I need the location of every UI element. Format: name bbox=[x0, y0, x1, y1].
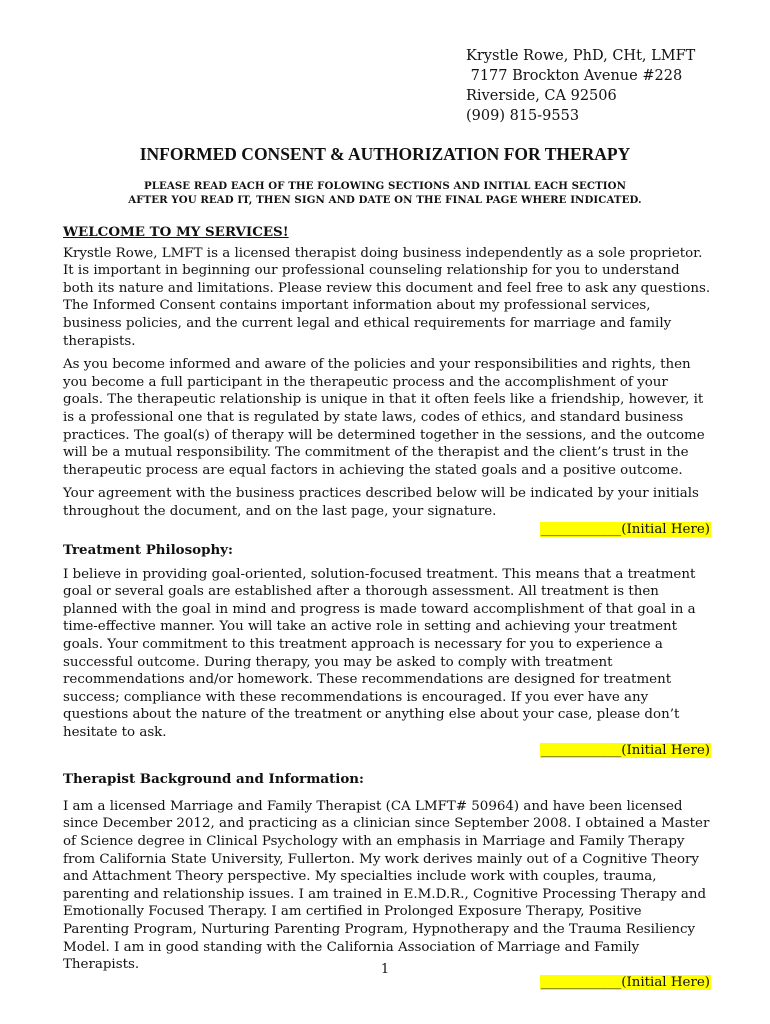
welcome-paragraph-2: As you become informed and aware of the policies and your responsibilities and rights, then you become a full participant in the therapeutic process and the accomplishment of your goals. The therapeutic relationship is unique in that it often feels like a friendship, however, it is a professional one that is regulated by state laws, codes of ethics, and standard business practices. The goal(s) of therapy will be determined together in the sessions, and the outcome will be a mutual responsibility. The commitment of the therapist and the client’s trust in the therapeutic process are equal factors in achieving the stated goals and a positive outcome. bbox=[63, 357, 705, 478]
welcome-heading: WELCOME TO MY SERVICES! bbox=[63, 224, 289, 240]
initial-line-philosophy bbox=[63, 742, 711, 760]
treatment-philosophy-heading: Treatment Philosophy: bbox=[63, 542, 233, 559]
instructions-line-1: PLEASE READ EACH OF THE FOLOWING SECTIONS AND INITIAL EACH SECTION bbox=[143, 180, 627, 192]
therapist-background-paragraph: I am a licensed Marriage and Family Therapist (CA LMFT# 50964) and have been licensed since December 2012, and practicing as a clinician since September 2008. I obtained a Master of Science degree in Clinical Psychology with an emphasis in Marriage and Family Therapy from California State University, Fullerton. My work derives mainly out of a Cognitive Theory and Attachment Theory perspective. My specialties include work with couples, trauma, parenting and relationship issues. I am trained in E.M.D.R., Cognitive Processing Therapy and Emotionally Focused Therapy. I am certified in Prolonged Exposure Therapy, Positive Parenting Program, Nurturing Parenting Program, Hypnotherapy and the Trauma Resiliency Model. I am in good standing with the California Association of Marriage and Family Therapists. bbox=[63, 798, 710, 973]
phone-number: (909) 815-9553 bbox=[466, 108, 580, 124]
document-body bbox=[63, 224, 711, 991]
document-title: INFORMED CONSENT & AUTHORIZATION FOR THERAPY bbox=[139, 144, 631, 164]
initial-line-welcome bbox=[63, 521, 711, 539]
address-line-2: Riverside, CA 92506 bbox=[466, 88, 617, 104]
instructions-line-2: AFTER YOU READ IT, THEN SIGN AND DATE ON THE FINAL PAGE WHERE INDICATED. bbox=[128, 194, 642, 206]
letterhead bbox=[466, 46, 695, 126]
instructions bbox=[0, 179, 770, 207]
welcome-paragraph-3: Your agreement with the business practices described below will be indicated by your initials throughout the document, and on the last page, your signature. bbox=[63, 486, 699, 519]
treatment-philosophy-paragraph: I believe in providing goal-oriented, solution-focused treatment. This means that a treatment goal or several goals are established after a thorough assessment. All treatment is then planned with the goal in mind and progress is made toward accomplishment of that goal in a time-effective manner. You will take an active role in setting and achieving your treatment goals. Your commitment to this treatment approach is necessary for you to experience a successful outcome. During therapy, you may be asked to comply with treatment recommendations and/or homework. These recommendations are designed for treatment success; compliance with these recommendations is encouraged. If you ever have any questions about the nature of the treatment or anything else about your case, please don’t hesitate to ask. bbox=[63, 566, 696, 741]
address-line-1: 7177 Brockton Avenue #228 bbox=[466, 68, 683, 84]
page-number: 1 bbox=[380, 962, 390, 977]
welcome-paragraph-1: Krystle Rowe, LMFT is a licensed therapist doing business independently as a sole proprietor. It is important in beginning our professional counseling relationship for you to understand both its nature and limitations. Please review this document and feel free to ask any questions. The Informed Consent contains important information about my professional services, business policies, and the current legal and ethical requirements for marriage and family therapists. bbox=[63, 245, 711, 349]
initial-here-field[interactable]: ____________(Initial Here) bbox=[540, 521, 710, 537]
initial-here-field[interactable]: ____________(Initial Here) bbox=[540, 742, 710, 758]
initial-here-field[interactable]: ____________(Initial Here) bbox=[540, 974, 710, 990]
therapist-name: Krystle Rowe, PhD, CHt, LMFT bbox=[466, 48, 696, 64]
therapist-background-heading: Therapist Background and Information: bbox=[63, 771, 364, 788]
